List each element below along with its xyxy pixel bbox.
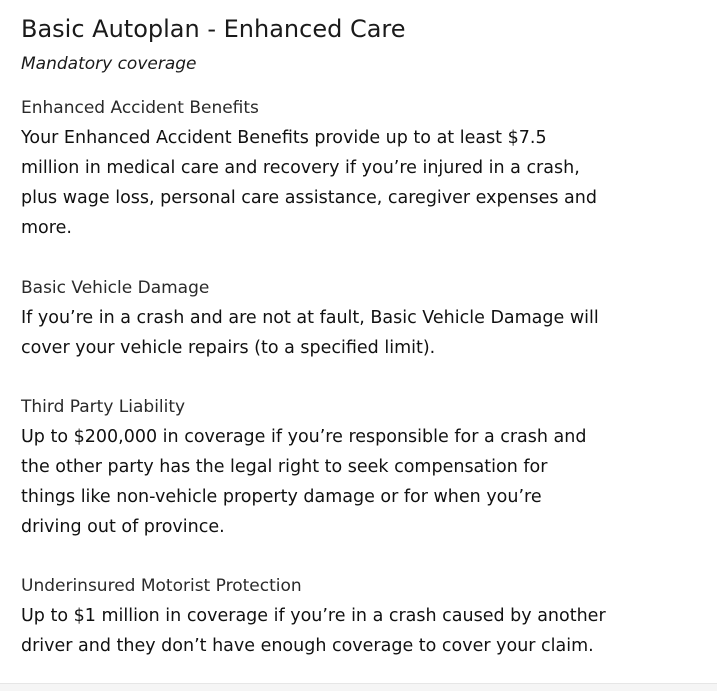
section-enhanced-accident-benefits xyxy=(21,96,711,243)
section-third-party-liability xyxy=(21,395,711,542)
page-bottom-edge xyxy=(0,684,717,691)
section-description xyxy=(21,601,711,661)
description-line: the other party has the legal right to seek compensation for xyxy=(21,457,548,477)
description-line: If you’re in a crash and are not at fault, Basic Vehicle Damage will xyxy=(21,308,599,328)
description-line: driver and they don’t have enough coverage to cover your claim. xyxy=(21,636,594,656)
section-heading: Underinsured Motorist Protection xyxy=(21,576,302,596)
section-basic-vehicle-damage xyxy=(21,276,711,363)
section-heading: Third Party Liability xyxy=(21,397,186,417)
section-heading: Enhanced Accident Benefits xyxy=(21,98,259,118)
page-subtitle: Mandatory coverage xyxy=(21,54,197,74)
description-line: more. xyxy=(21,218,72,238)
section-description xyxy=(21,303,711,363)
section-underinsured-motorist-protection xyxy=(21,574,711,661)
section-description xyxy=(21,123,711,243)
description-line: million in medical care and recovery if you’re injured in a crash, xyxy=(21,158,580,178)
description-line: things like non-vehicle property damage or for when you’re xyxy=(21,487,542,507)
description-line: Up to $200,000 in coverage if you’re responsible for a crash and xyxy=(21,427,587,447)
section-heading: Basic Vehicle Damage xyxy=(21,278,210,298)
description-line: Up to $1 million in coverage if you’re in a crash caused by another xyxy=(21,606,606,626)
description-line: cover your vehicle repairs (to a specified limit). xyxy=(21,338,436,358)
page-title: Basic Autoplan - Enhanced Care xyxy=(21,15,406,43)
description-line: plus wage loss, personal care assistance, caregiver expenses and xyxy=(21,188,597,208)
description-line: driving out of province. xyxy=(21,517,225,537)
description-line: Your Enhanced Accident Benefits provide up to at least $7.5 xyxy=(21,128,547,148)
section-description xyxy=(21,422,711,542)
